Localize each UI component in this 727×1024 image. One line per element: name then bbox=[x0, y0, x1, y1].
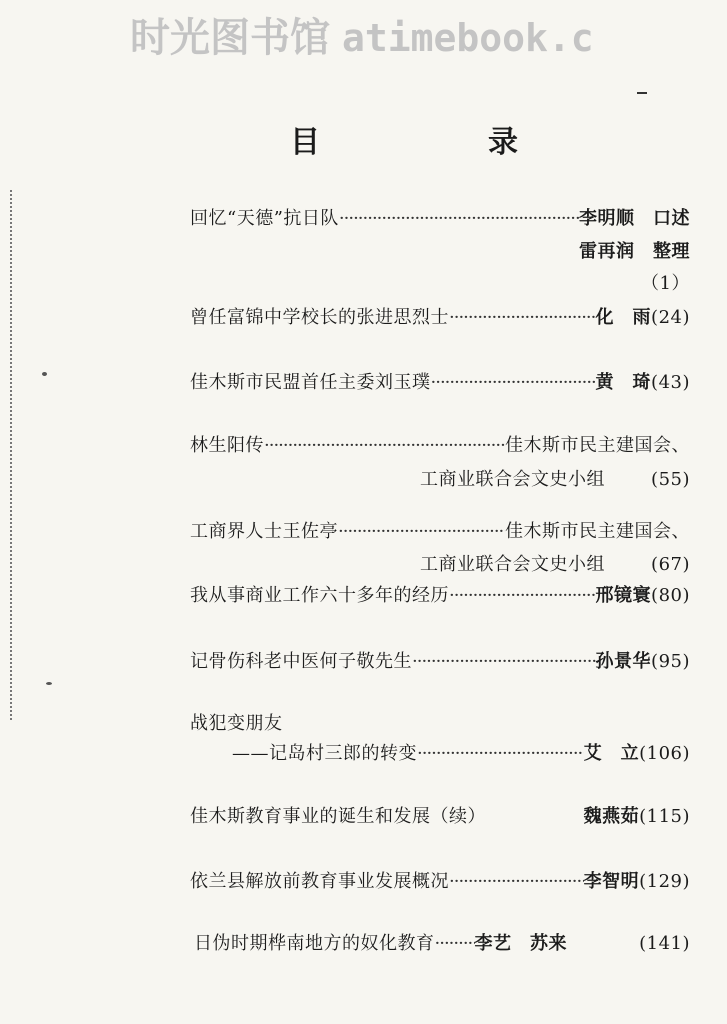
entry-title: 佳木斯市民盟首任主委刘玉璞 bbox=[190, 372, 431, 393]
entry-author: 邢镜寰 bbox=[595, 585, 652, 606]
dot-leader bbox=[449, 304, 596, 332]
dot-leader bbox=[449, 582, 596, 610]
corner-dash bbox=[637, 92, 647, 94]
toc-entry-3[interactable] bbox=[190, 369, 690, 397]
entry-title: 日伪时期桦南地方的奴化教育 bbox=[194, 933, 435, 954]
watermark-logo bbox=[130, 8, 727, 68]
entry-title: 工商界人士王佐亭 bbox=[190, 521, 338, 542]
dot-leader bbox=[339, 205, 579, 233]
toc-entry-10[interactable] bbox=[190, 868, 690, 896]
dot-leader bbox=[412, 648, 596, 676]
entry-title: 佳木斯教育事业的诞生和发展（续） bbox=[190, 806, 486, 827]
entry-author: 黄 琦 bbox=[595, 372, 652, 393]
entry-page: (129) bbox=[639, 871, 690, 892]
entry-author: 李艺 苏来 bbox=[474, 933, 567, 954]
entry-author: 孙景华 bbox=[595, 651, 652, 672]
entry-subtitle: ——记岛村三郎的转变 bbox=[232, 743, 417, 764]
entry-author-secondary: 雷再润 整理 bbox=[579, 241, 690, 262]
toc-entry-4-cont bbox=[420, 466, 690, 494]
watermark-latin: atimebook.c bbox=[342, 16, 594, 60]
entry-title: 林生阳传 bbox=[190, 435, 264, 456]
toc-entry-1[interactable] bbox=[190, 205, 690, 233]
entry-page: (115) bbox=[639, 806, 690, 827]
entry-title: 回忆“天德”抗日队 bbox=[190, 208, 339, 229]
entry-page: (80) bbox=[651, 585, 690, 606]
entry-page: (95) bbox=[651, 651, 690, 672]
entry-page: (141) bbox=[639, 933, 690, 954]
entry-page: (43) bbox=[651, 372, 690, 393]
entry-author: 李明顺 口述 bbox=[579, 208, 690, 229]
entry-author: 魏燕茹 bbox=[583, 806, 640, 827]
toc-entry-2[interactable] bbox=[190, 304, 690, 332]
entry-title: 记骨伤科老中医何子敬先生 bbox=[190, 651, 412, 672]
entry-author: 李智明 bbox=[583, 871, 640, 892]
scan-speck bbox=[42, 372, 47, 376]
entry-title: 曾任富锦中学校长的张进思烈士 bbox=[190, 307, 449, 328]
entry-title: 我从事商业工作六十多年的经历 bbox=[190, 585, 449, 606]
entry-author: 佳木斯市民主建国会、 bbox=[505, 435, 690, 456]
entry-author-secondary: 工商业联合会文史小组 bbox=[420, 554, 605, 575]
entry-title: 依兰县解放前教育事业发展概况 bbox=[190, 871, 449, 892]
entry-author: 艾 立 bbox=[583, 743, 640, 764]
binding-margin-line bbox=[10, 190, 12, 720]
toc-entry-5-cont bbox=[420, 551, 690, 579]
entry-author: 佳木斯市民主建国会、 bbox=[505, 521, 690, 542]
scan-speck bbox=[46, 682, 52, 685]
entry-author: 化 雨 bbox=[595, 307, 652, 328]
toc-entry-11[interactable] bbox=[194, 930, 690, 958]
entry-page: (67) bbox=[651, 554, 690, 575]
dot-leader bbox=[435, 930, 475, 958]
dot-leader bbox=[417, 740, 584, 768]
page-title bbox=[0, 118, 727, 168]
toc-entry-5[interactable] bbox=[190, 518, 690, 546]
title-char-2: 录 bbox=[488, 125, 518, 160]
dot-leader bbox=[338, 518, 505, 546]
title-char-1: 目 bbox=[290, 125, 320, 160]
entry-page: （1） bbox=[641, 273, 690, 294]
toc-entry-8-subtitle[interactable] bbox=[232, 740, 690, 768]
entry-page: (55) bbox=[651, 469, 690, 490]
dot-leader bbox=[264, 432, 505, 460]
entry-page: (24) bbox=[651, 307, 690, 328]
watermark-cn: 时光图书馆 bbox=[130, 15, 330, 61]
toc-entry-8[interactable]: 战犯变朋友 bbox=[190, 713, 283, 734]
toc-entry-4[interactable] bbox=[190, 432, 690, 460]
toc-entry-6[interactable] bbox=[190, 582, 690, 610]
toc-entry-7[interactable] bbox=[190, 648, 690, 676]
toc-entry-9[interactable] bbox=[190, 803, 690, 831]
dot-leader bbox=[449, 868, 584, 896]
entry-author-secondary: 工商业联合会文史小组 bbox=[420, 469, 605, 490]
entry-page: (106) bbox=[639, 743, 690, 764]
dot-leader bbox=[431, 369, 596, 397]
